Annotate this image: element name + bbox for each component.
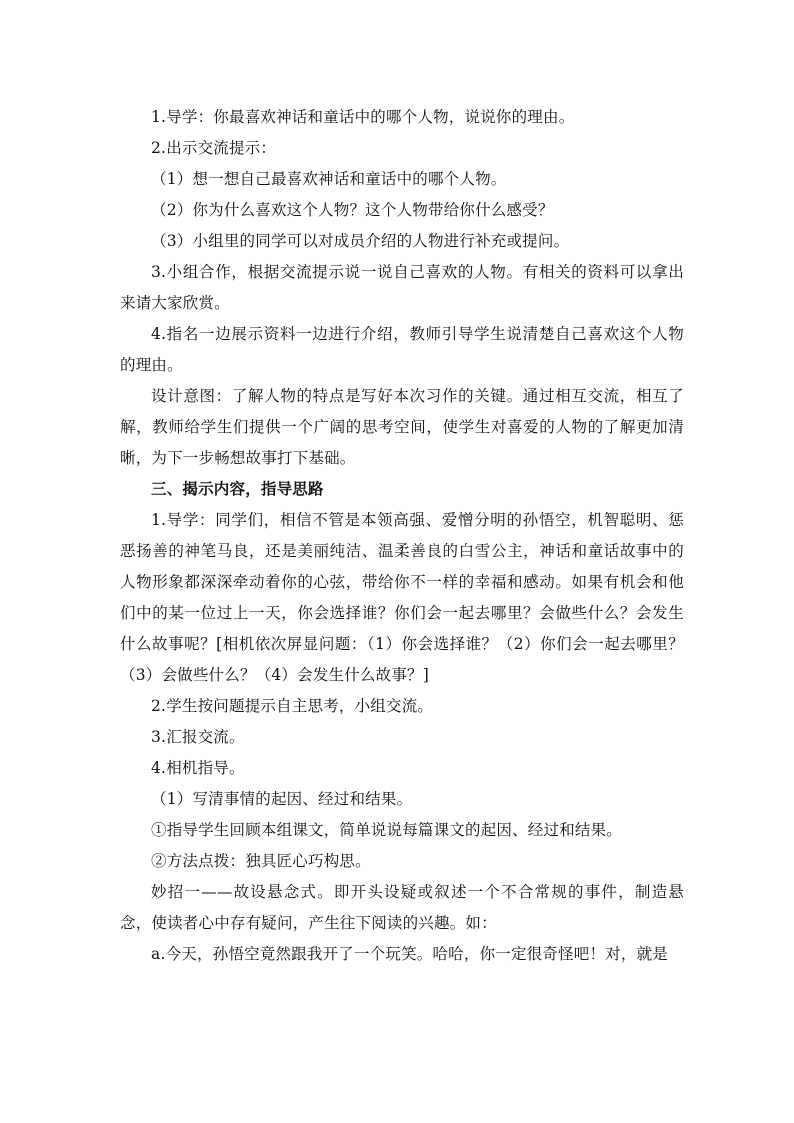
paragraph-think: 2.学生按问题提示自主思考，小组交流。 — [151, 697, 434, 715]
paragraph-trick-one: 妙招一——故设悬念式。即开头设疑或叙述一个不合常规的事件，制造悬念，使读者心中存有疑问，产生往下阅读的兴趣。如： — [120, 883, 684, 932]
paragraph-write-clearly: （1）写清事情的起因、经过和结果。 — [151, 790, 413, 808]
paragraph-tip-1: （1）想一想自己最喜欢神话和童话中的哪个人物。 — [151, 170, 507, 188]
paragraph-example-a: a.今天，孙悟空竟然跟我开了一个玩笑。哈哈，你一定很奇怪吧！对，就是 — [151, 945, 668, 963]
paragraph-tip-3: （3）小组里的同学可以对成员介绍的人物进行补充或提问。 — [151, 232, 570, 250]
paragraph-review: ①指导学生回顾本组课文，简单说说每篇课文的起因、经过和结果。 — [151, 821, 623, 839]
section-heading: 三、揭示内容，指导思路 — [151, 480, 324, 498]
paragraph-show-tips: 2.出示交流提示： — [151, 139, 277, 157]
paragraph-design-intent: 设计意图：了解人物的特点是写好本次习作的关键。通过相互交流，相互了解，教师给学生们提供一个广阔的思考空间，使学生对喜爱的人物的了解更加清晰，为下一步畅想故事打下基础。 — [120, 387, 684, 467]
paragraph-guide-intro: 1.导学：同学们，相信不管是本领高强、爱憎分明的孙悟空，机智聪明、惩恶扬善的神笔马良，还是美丽纯洁、温柔善良的白雪公主，神话和童话故事中的人物形象都深深牵动着你的心弦，带给你不一样的幸福和感动。如果有机会和他们中的某一位过上一天，你会选择谁？你们会一起去哪里？会做些什么？会发生什么故事呢？[相机依次屏显问题：（1）你会选择谁？（2）你们会一起去哪里？（3）会做些什么？（4）会发生什么故事？] — [120, 511, 684, 684]
paragraph-group-work: 3.小组合作，根据交流提示说一说自己喜欢的人物。有相关的资料可以拿出来请大家欣赏。 — [120, 263, 684, 312]
paragraph-method: ②方法点拨：独具匠心巧构思。 — [151, 852, 371, 870]
paragraph-report: 3.汇报交流。 — [151, 728, 245, 746]
paragraph-present: 4.指名一边展示资料一边进行介绍，教师引导学生说清楚自己喜欢这个人物的理由。 — [120, 325, 684, 374]
paragraph-tip-2: （2）你为什么喜欢这个人物？这个人物带给你什么感受？ — [151, 201, 554, 219]
paragraph-guide-question: 1.导学：你最喜欢神话和童话中的哪个人物，说说你的理由。 — [151, 108, 575, 126]
paragraph-guidance: 4.相机指导。 — [151, 759, 245, 777]
